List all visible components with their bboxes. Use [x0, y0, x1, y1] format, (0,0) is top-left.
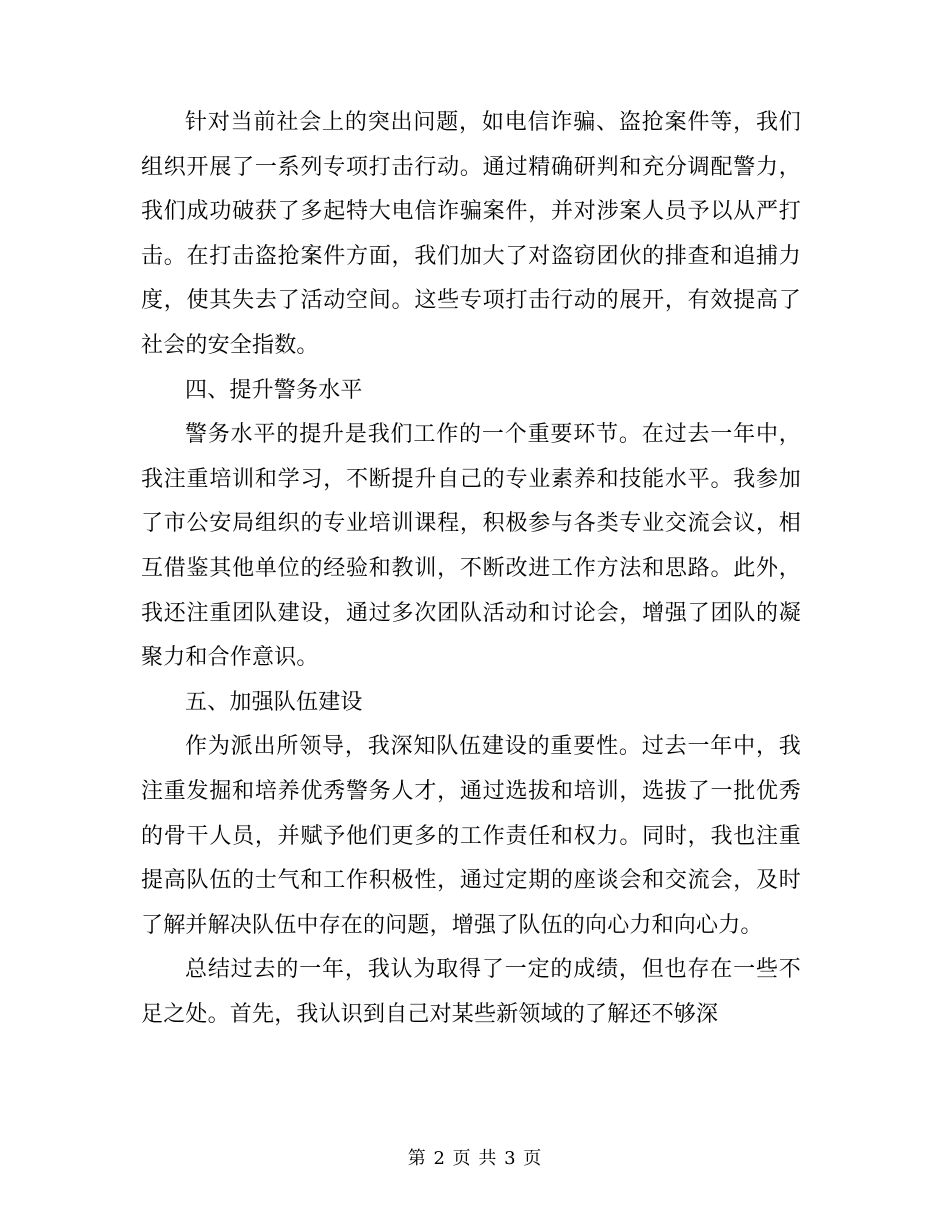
paragraph-policing-level: 警务水平的提升是我们工作的一个重要环节。在过去一年中，我注重培训和学习，不断提升自己的专业素养和技能水平。我参加了市公安局组织的专业培训课程，积极参与各类专业交流会议，相互借鉴其他单位的经验和教训，不断改进工作方法和思路。此外，我还注重团队建设，通过多次团队活动和讨论会，增强了团队的凝聚力和合作意识。	[141, 422, 801, 671]
paragraph-special-operations: 针对当前社会上的突出问题，如电信诈骗、盗抢案件等，我们组织开展了一系列专项打击行动。通过精确研判和充分调配警力，我们成功破获了多起特大电信诈骗案件，并对涉案人员予以从严打击。在打击盗抢案件方面，我们加大了对盗窃团伙的排查和追捕力度，使其失去了活动空间。这些专项打击行动的展开，有效提高了社会的安全指数。	[141, 110, 801, 358]
document-body	[141, 101, 801, 1037]
section-heading-team-building: 五、加强队伍建设	[185, 689, 363, 715]
paragraph-team-building: 作为派出所领导，我深知队伍建设的重要性。过去一年中，我注重发掘和培养优秀警务人才，通过选拔和培训，选拔了一批优秀的骨干人员，并赋予他们更多的工作责任和权力。同时，我也注重提高队伍的士气和工作积极性，通过定期的座谈会和交流会，及时了解并解决队伍中存在的问题，增强了队伍的向心力和向心力。	[141, 734, 801, 938]
paragraph-summary: 总结过去的一年，我认为取得了一定的成绩，但也存在一些不足之处。首先，我认识到自己对某些新领域的了解还不够深	[141, 957, 801, 1027]
page-footer: 第 2 页 共 3 页	[407, 1148, 543, 1169]
section-heading-policing-level: 四、提升警务水平	[185, 377, 363, 403]
